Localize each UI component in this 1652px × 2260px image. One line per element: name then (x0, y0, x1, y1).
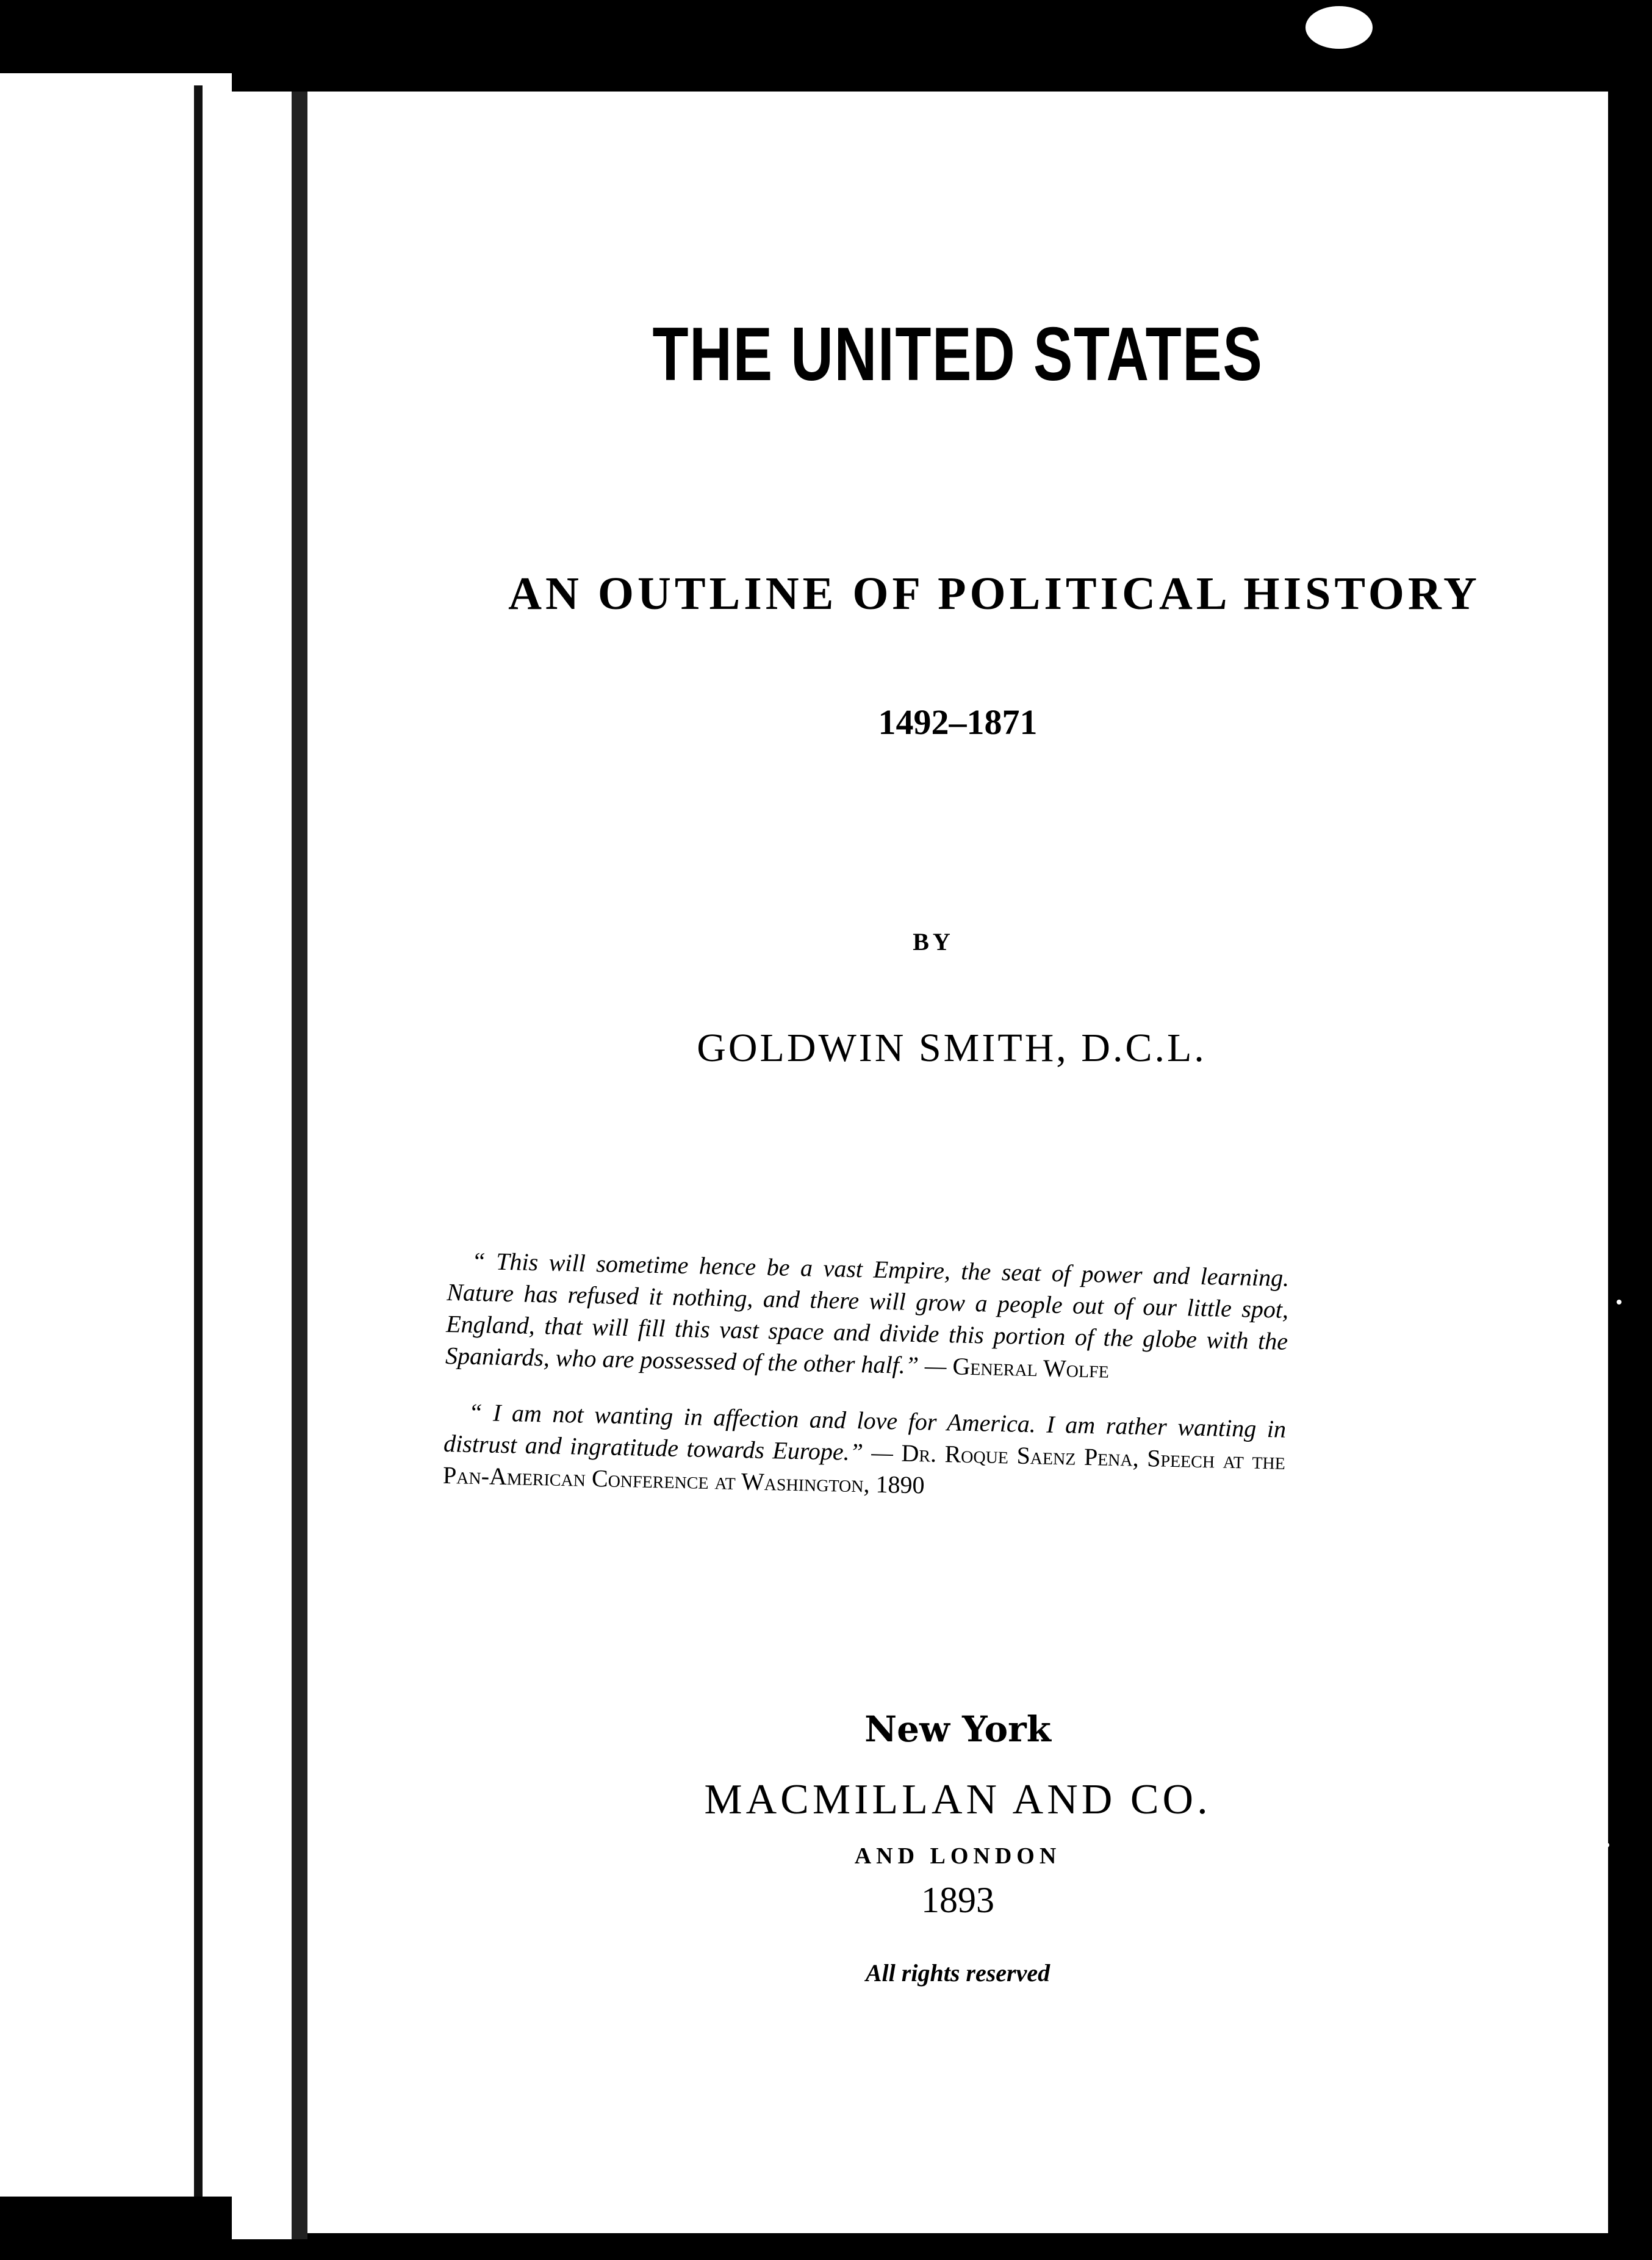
imprint-and-london: AND LONDON (854, 1843, 1061, 1869)
gutter-strip (232, 92, 293, 2239)
epigraph-paragraph (445, 1245, 1290, 1389)
by-line: BY (913, 928, 954, 955)
scan-speck (1617, 1300, 1621, 1305)
author-name: GOLDWIN SMITH, D.C.L. (697, 1026, 1207, 1070)
publisher-name: MACMILLAN AND CO. (704, 1776, 1212, 1823)
imprint-city: New York (864, 1708, 1051, 1750)
epigraph-attribution: Dr. Roque Saenz Pena, Speech at the Pan-American Conference at Washington, 1890 (442, 1439, 1286, 1499)
book-title: THE UNITED STATES (652, 312, 1263, 397)
publication-year: 1893 (921, 1880, 994, 1920)
title-page (307, 92, 1608, 2233)
epigraph-attribution: General Wolfe (952, 1352, 1110, 1383)
epigraph (445, 1245, 1290, 1389)
epigraph-paragraph (443, 1396, 1287, 1509)
epigraph (443, 1396, 1287, 1509)
epigraph-text: “ This will sometime hence be a vast Empire, the seat of power and learning. Nature has refused it nothing, and there will grow a people out of our little spot, England, that will fill this vast space and divide this portion of the globe with the Spaniards, who are possessed of the other half.” — (445, 1247, 1290, 1380)
page-edge-shadow (194, 85, 203, 2197)
rights-notice: All rights reserved (865, 1959, 1050, 1987)
book-subtitle: AN OUTLINE OF POLITICAL HISTORY (508, 568, 1481, 619)
epigraphs (443, 1245, 1290, 1509)
epigraph-text: “ I am not wanting in affection and love for America. I am rather wanting in distrust and ingratitude towards Europe.” — (443, 1398, 1287, 1467)
date-range: 1492–1871 (878, 702, 1038, 742)
gutter-binding (292, 92, 307, 2239)
scan-speck (1305, 6, 1373, 49)
